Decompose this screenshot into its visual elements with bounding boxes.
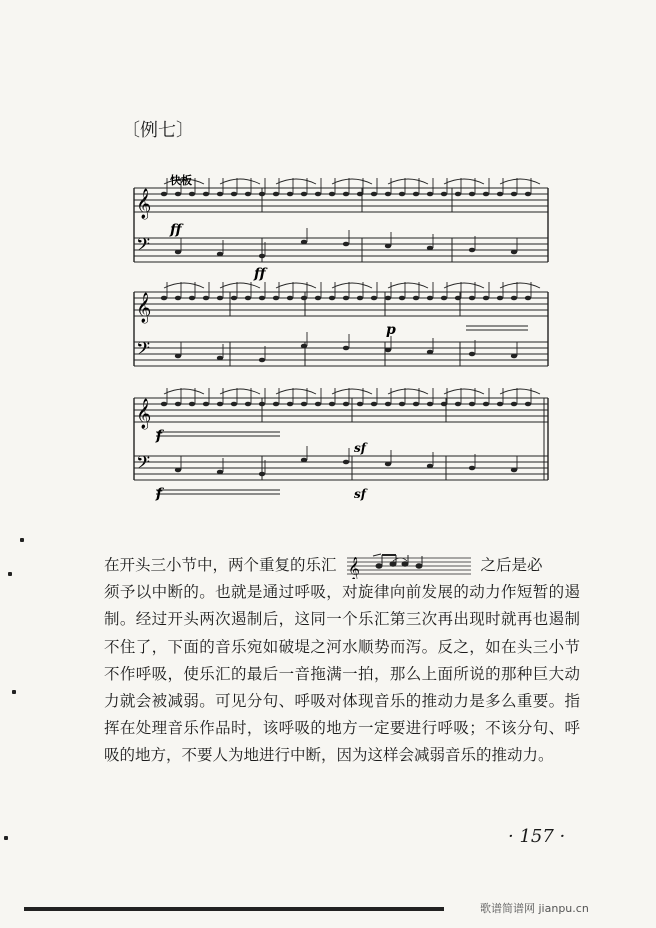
slur [444,283,484,288]
svg-text:𝄞: 𝄞 [347,556,360,579]
slur [220,389,260,394]
treble-clef: 𝄞 [136,399,152,429]
dynamic-f-treble: f [156,428,163,444]
slur [500,283,540,288]
slur [500,179,540,184]
dynamic-ff-treble: ff [170,222,182,238]
dynamic-sf-bass: sf [354,487,366,501]
slur [388,283,428,288]
example-label: 〔例七〕 [122,120,194,141]
slur [388,389,428,394]
slur [164,283,204,288]
page-number: · 157 · [508,826,566,847]
dynamic-sf-treble: sf [354,441,366,455]
slur [332,283,372,288]
tempo-marking: 快板 [170,174,192,187]
bottom-rule [24,907,444,911]
slur [276,283,316,288]
bass-clef: 𝄢 [136,453,151,478]
paragraph-body: 须予以中断的。也就是通过呼吸，对旋律向前发展的动力作短暂的遏制。经过开头两次遏制后，这同一个乐汇第三次再出现时就再也遏制不住了，下面的音乐宛如破堤之河水顺势而泻。反之，如在头三小节不作呼吸，使乐汇的最后一音拖满一拍，那么上面所说的那种巨大动力就会被减弱。可见分句、呼吸对体现音乐的推动力是多么重要。指挥在处理音乐作品时，该呼吸的地方一定要进行呼吸；不该分句、呼吸的地方，不要人为地进行中断，因为这样会减弱音乐的推动力。 [104,583,580,765]
slur [332,389,372,394]
margin-mark [12,690,16,694]
treble-clef: 𝄞 [136,189,152,219]
bass-clef: 𝄢 [136,235,151,260]
body-text [104,552,580,770]
bass-clef: 𝄢 [136,339,151,364]
slur [220,179,260,184]
treble-clef: 𝄞 [136,293,152,323]
slur [276,389,316,394]
slur [220,283,260,288]
margin-mark [4,836,8,840]
margin-mark [8,572,12,576]
slur [332,179,372,184]
slur [164,389,204,394]
paragraph-first-line [104,552,580,579]
footer-watermark: 歌谱简谱网 jianpu.cn [480,902,589,915]
line1-after: 之后是必 [480,556,543,574]
slur [388,179,428,184]
dynamic-ff-bass: ff [254,266,266,282]
dynamic-f-bass: f [156,486,163,502]
inline-motif-figure [345,553,473,579]
slur [444,389,484,394]
slur [276,179,316,184]
slur [500,389,540,394]
dynamic-p: p [386,322,396,338]
margin-mark [20,538,24,542]
line1-before: 在开头三小节中，两个重复的乐汇 [104,556,337,574]
slur [444,179,484,184]
